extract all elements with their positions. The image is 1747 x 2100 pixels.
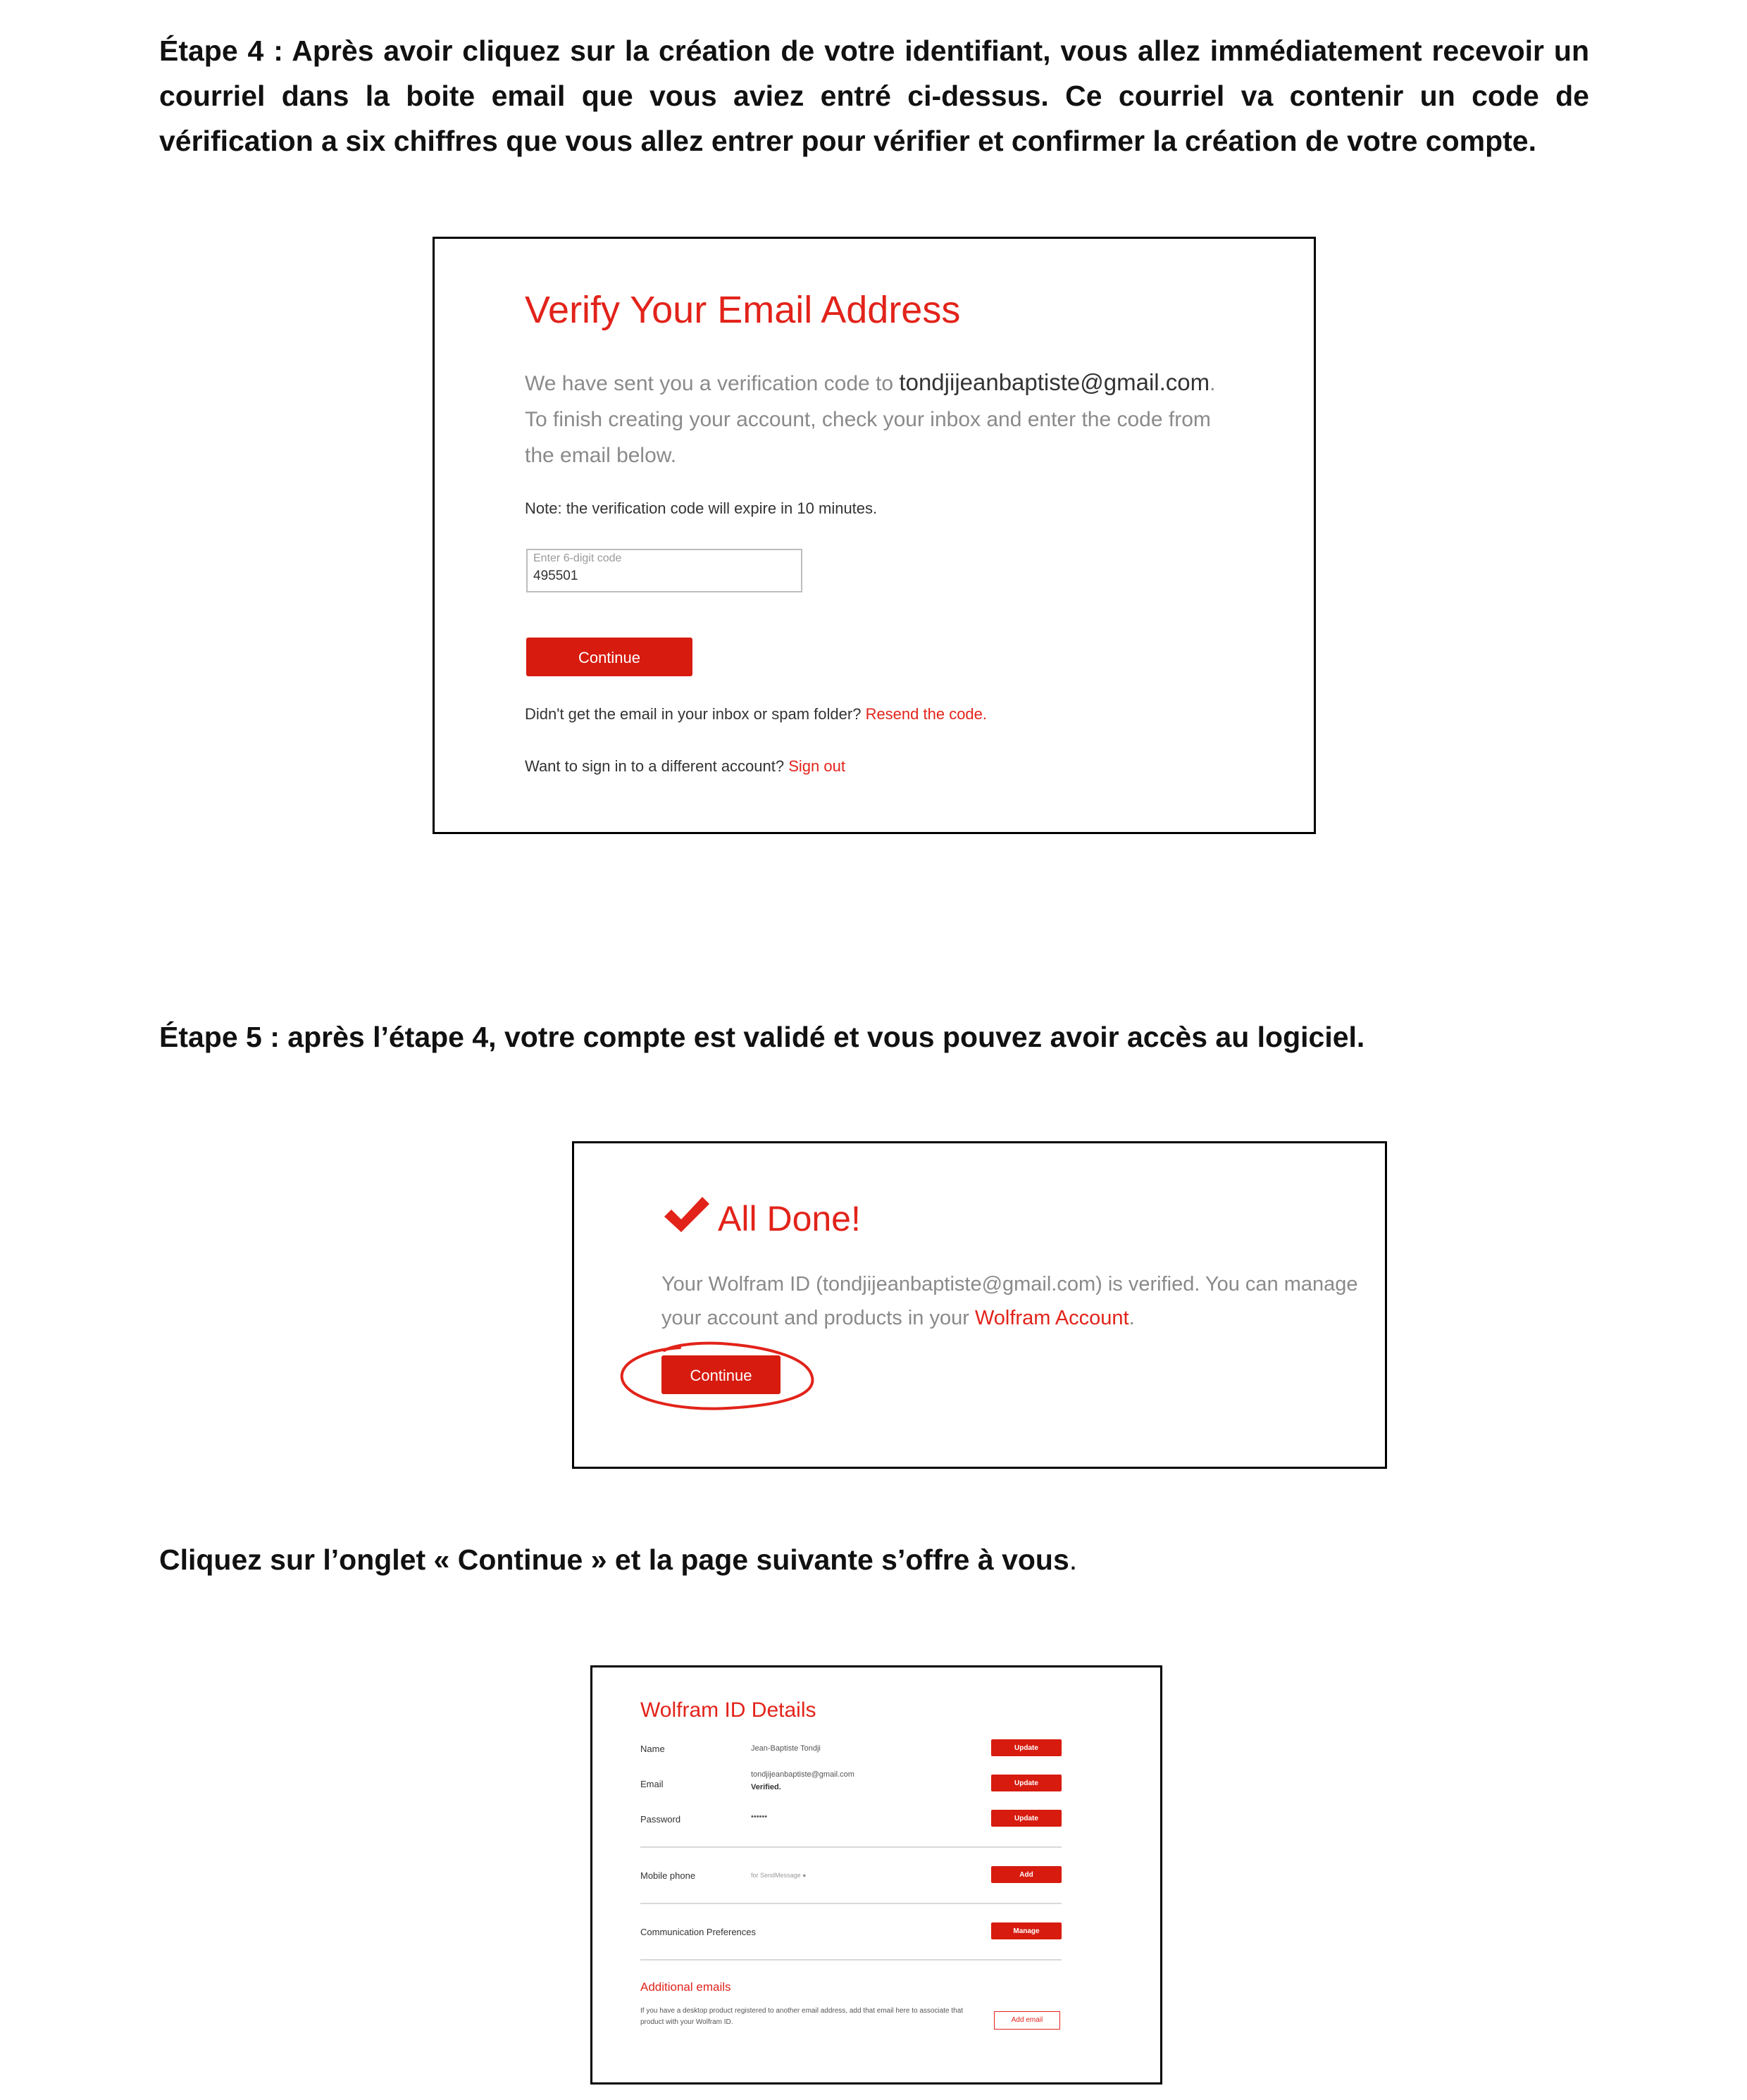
done-title: All Done! (718, 1199, 861, 1238)
verify-title: Verify Your Email Address (525, 289, 961, 331)
done-continue-button[interactable]: Continue (661, 1355, 781, 1394)
email-status: Verified. (751, 1783, 781, 1791)
done-body (661, 1267, 1373, 1335)
mobile-hint-text: for SendMessage (751, 1872, 801, 1879)
hand-drawn-circle-annotation (615, 1335, 819, 1419)
done-body-after: . (1129, 1307, 1135, 1329)
verify-email-screenshot (433, 237, 1316, 834)
password-value: •••••• (751, 1813, 768, 1821)
add-email-button[interactable]: Add email (994, 2011, 1060, 2030)
divider (640, 1903, 1062, 1904)
email-value: tondjijeanbaptiste@gmail.com (751, 1770, 854, 1779)
email-label: Email (640, 1779, 664, 1789)
instruction-text: Cliquez sur l’onglet « Continue » et la page suivante s’offre à vous (159, 1543, 1069, 1576)
step4-label: Étape 4 : (159, 35, 283, 67)
manage-button[interactable]: Manage (991, 1922, 1062, 1939)
signout-line (525, 757, 845, 776)
instruction-end: . (1069, 1543, 1078, 1576)
mobile-hint (751, 1872, 807, 1879)
verify-email: tondjijeanbaptiste@gmail.com (899, 369, 1210, 395)
additional-emails-desc: If you have a desktop product registered to another email address, add that email here to associate that product with your Wolfram ID. (640, 2007, 964, 2026)
mobile-label: Mobile phone (640, 1870, 696, 1881)
instruction-paragraph (159, 1537, 1589, 1582)
divider (640, 1959, 1062, 1961)
resend-text: Didn't get the email in your inbox or spam folder? (525, 705, 866, 723)
step4-paragraph (159, 28, 1589, 163)
checkmark-icon (661, 1194, 712, 1236)
signout-text: Want to sign in to a different account? (525, 757, 789, 775)
step5-text: Étape 5 : après l’étape 4, votre compte est validé et vous pouvez avoir accès au logiciel. (159, 1021, 1365, 1053)
verify-note: Note: the verification code will expire in 10 minutes. (525, 499, 878, 517)
update-password-button[interactable]: Update (991, 1810, 1062, 1827)
verify-body (525, 364, 1236, 473)
add-mobile-button[interactable]: Add (991, 1866, 1062, 1883)
name-label: Name (640, 1744, 665, 1754)
resend-link[interactable]: Resend the code. (865, 705, 988, 723)
verify-body-before: We have sent you a verification code to (525, 372, 900, 395)
name-value: Jean-Baptiste Tondji (751, 1744, 821, 1753)
info-icon: ● (802, 1872, 807, 1879)
all-done-screenshot (572, 1141, 1387, 1469)
step5-paragraph (159, 1014, 1589, 1060)
signout-link[interactable]: Sign out (788, 757, 845, 775)
comm-pref-label: Communication Preferences (640, 1927, 757, 1937)
update-name-button[interactable]: Update (991, 1739, 1062, 1756)
wolfram-account-link[interactable]: Wolfram Account (974, 1307, 1129, 1329)
additional-emails-title: Additional emails (640, 1980, 731, 1994)
code-input[interactable] (533, 569, 787, 584)
update-email-button[interactable]: Update (991, 1775, 1062, 1791)
verify-body-after: . To finish creating your account, check your inbox and enter the code from the email below. (525, 372, 1216, 467)
wolfram-id-details-screenshot (590, 1665, 1162, 2085)
password-label: Password (640, 1814, 681, 1825)
details-title: Wolfram ID Details (640, 1698, 816, 1722)
code-placeholder: Enter 6-digit code (533, 552, 622, 564)
step4-text: Après avoir cliquez sur la création de votre identifiant, vous allez immédiatement recevoir un courriel dans la boite email que vous aviez entré ci-dessus. Ce courriel va contenir un code de vérification a six chiffres que vous allez entrer pour vérifier et confirmer la création de votre compte. (159, 35, 1590, 157)
done-body-before: Your Wolfram ID (tondjijeanbaptiste@gmail.com) is verified. You can manage your account and products in your (661, 1273, 1358, 1329)
divider (640, 1846, 1062, 1848)
code-field[interactable] (526, 549, 802, 592)
continue-button[interactable]: Continue (526, 638, 692, 676)
resend-line (525, 705, 987, 723)
